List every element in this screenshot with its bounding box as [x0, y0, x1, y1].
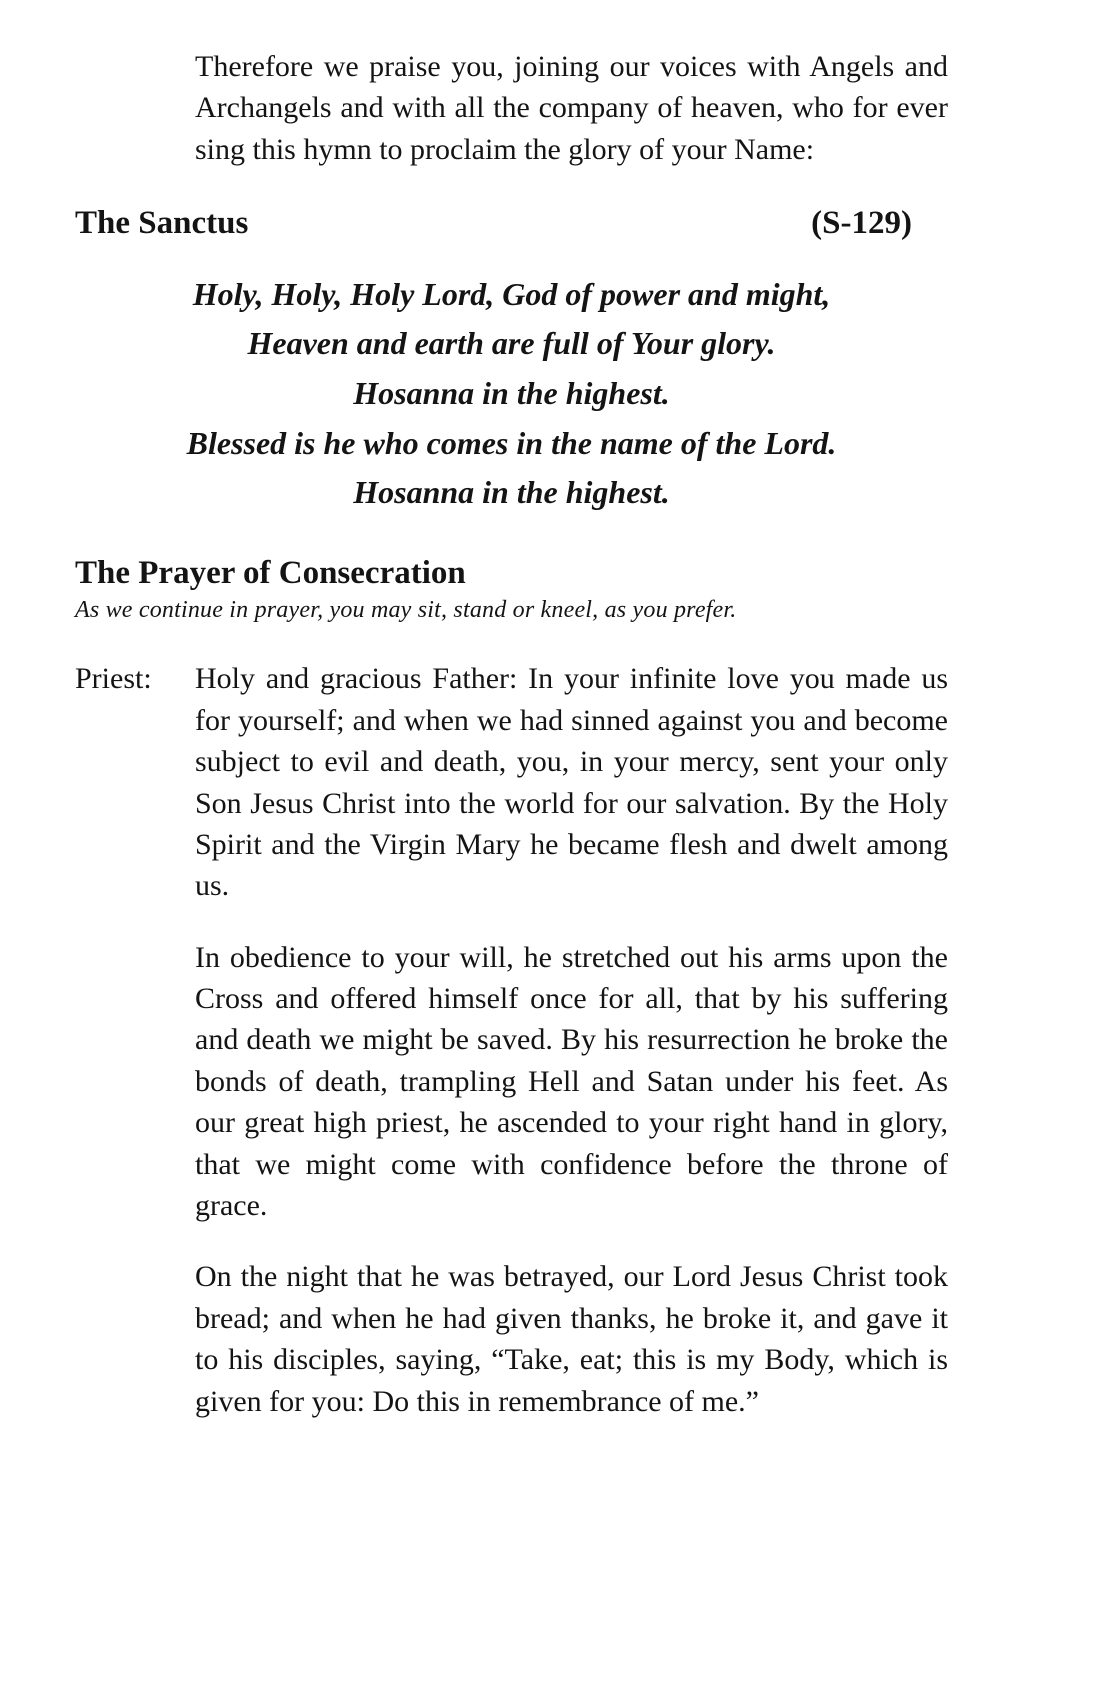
hymn-line: Hosanna in the highest. [353, 374, 670, 411]
sanctus-hymn-number: (S-129) [811, 205, 912, 242]
consecration-rubric: As we continue in prayer, you may sit, stand or kneel, as you prefer. [75, 597, 737, 624]
consecration-heading: The Prayer of Consecration [75, 554, 466, 591]
speaker-label: Priest: [75, 662, 152, 696]
hymn-line: Holy, Holy, Holy Lord, God of power and might, [192, 275, 831, 312]
hymn-line: Hosanna in the highest. [353, 474, 670, 511]
sanctus-hymn [75, 270, 948, 518]
sanctus-heading: The Sanctus [75, 205, 249, 242]
sanctus-heading-row [75, 204, 948, 244]
consecration-paragraph-3: On the night that he was betrayed, our Lord Jesus Christ took bread; and when he had given thanks, he broke it, and gave it to his disciples, saying, “Take, eat; this is my Body, which is given for you: Do this in remembrance of me.” [195, 1260, 948, 1418]
hymn-line: Blessed is he who comes in the name of the Lord. [186, 424, 837, 461]
consecration-paragraph-1: Holy and gracious Father: In your infinite love you made us for yourself; and when we had sinned against you and become subject to evil and death, you, in your mercy, sent your only Son Jesus Christ into the world for our salvation. By the Holy Spirit and the Virgin Mary he became flesh and dwelt among us. [195, 662, 948, 903]
hymn-line: Heaven and earth are full of Your glory. [247, 325, 776, 362]
consecration-paragraph-2: In obedience to your will, he stretched out his arms upon the Cross and offered himself once for all, that by his suffering and death we might be saved. By his resurrection he broke the bonds of death, trampling Hell and Satan under his feet. As our great high priest, he ascended to your right hand in glory, that we might come with confidence before the throne of grace. [195, 940, 948, 1223]
priest-speech-block [75, 658, 948, 906]
intro-paragraph: Therefore we praise you, joining our voices with Angels and Archangels and with all the company of heaven, who for ever sing this hymn to proclaim the glory of your Name: [195, 50, 948, 166]
